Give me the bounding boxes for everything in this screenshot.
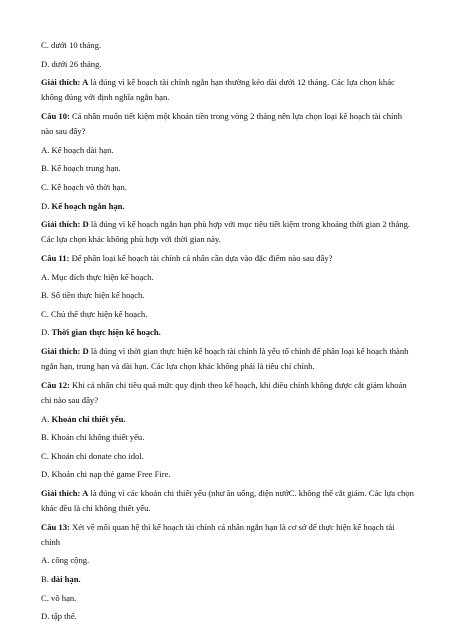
bold-text: Kế hoạch ngắn hạn. — [51, 200, 125, 211]
paragraph — [41, 251, 414, 266]
text: D. — [41, 200, 52, 211]
bold-text: Thời gian thực hiện kế hoạch. — [51, 327, 161, 338]
answer-option — [41, 449, 414, 464]
answer-option — [41, 307, 414, 322]
answer-option — [41, 161, 414, 176]
text: C. Kế hoạch vô thời hạn. — [41, 181, 127, 192]
text: B. Khoản chi không thiết yếu. — [41, 432, 145, 443]
bold-text: Câu 12: — [41, 379, 70, 390]
text: là đúng vì kế hoạch tài chính ngắn hạn thường kéo dài dưới 12 tháng. Các lựa chọn khác không đúng với định nghĩa ngắn hạn. — [41, 77, 395, 103]
answer-option — [41, 467, 414, 482]
text: D. tập thể. — [41, 611, 77, 622]
bold-text: Câu 11: — [41, 252, 70, 263]
answer-option — [41, 180, 414, 195]
answer-option — [41, 609, 414, 624]
text: C. vô hạn. — [41, 592, 77, 603]
text: Khi cá nhân chi tiêu quá mức quy định theo kế hoạch, khi điều chỉnh không được cắt giảm khoản chi nào sau đây? — [41, 379, 407, 405]
text: D. Khoản chi nạp thẻ game Free Fire. — [41, 469, 171, 480]
text: B. — [41, 574, 52, 585]
text: C. Chủ thể thực hiện kế hoạch. — [41, 308, 148, 319]
text: Xét về mối quan hệ thì kế hoạch tài chính cá nhân ngắn hạn là cơ sở để thực hiện kế hoạch tài chính — [41, 521, 395, 547]
bold-text: Câu 13: — [41, 521, 70, 532]
text: A. Mục đích thực hiện kế hoạch. — [41, 271, 154, 282]
text: B. Số tiền thực hiện kế hoạch. — [41, 290, 145, 301]
paragraph — [41, 520, 414, 550]
answer-option — [41, 591, 414, 606]
answer-option — [41, 270, 414, 285]
answer-option — [41, 38, 414, 53]
text: A. — [41, 413, 52, 424]
paragraph — [41, 75, 414, 105]
paragraph — [41, 217, 414, 247]
answer-option — [41, 143, 414, 158]
text: D. dưới 26 tháng. — [41, 58, 102, 69]
answer-option — [41, 325, 414, 340]
paragraph — [41, 109, 414, 139]
bold-text: Giải thích: A — [41, 487, 89, 498]
bold-text: Câu 10: — [41, 110, 70, 121]
text: Để phân loại kế hoạch tài chính cá nhân cần dựa vào đặc điểm nào sau đây? — [69, 252, 333, 263]
paragraph — [41, 486, 414, 516]
answer-option — [41, 412, 414, 427]
bold-text: Giải thích: A — [41, 77, 89, 88]
answer-option — [41, 288, 414, 303]
answer-option — [41, 199, 414, 214]
bold-text: Khoản chi thiết yếu. — [51, 413, 126, 424]
answer-option — [41, 430, 414, 445]
text: là đúng vì các khoản chi thiết yếu (như ăn uống, điện nướC. không thể cắt giảm. Các lựa chọn khác đều là chi không thiết yếu. — [41, 487, 414, 514]
answer-option — [41, 572, 414, 587]
paragraph — [41, 378, 414, 408]
text: là đúng vì thời gian thực hiện kế hoạch tài chính là yếu tố chính để phân loại kế hoạch thành ngắn hạn, trung hạn và dài hạn. Các lựa chọn khác không phải là tiêu chí chính. — [41, 345, 409, 372]
bold-text: Giải thích: D — [41, 219, 89, 230]
document-content — [41, 38, 414, 624]
text: C. Khoản chi donate cho idol. — [41, 450, 144, 461]
answer-option — [41, 57, 414, 72]
paragraph — [41, 344, 414, 374]
text: B. Kế hoạch trung hạn. — [41, 163, 121, 174]
text: là đúng vì kế hoạch ngắn hạn phù hợp với mục tiêu tiết kiệm trong khoảng thời gian 2 tháng. Các lựa chọn khác không phù hợp với thời gian này. — [41, 219, 411, 245]
bold-text: Giải thích: D — [41, 345, 89, 356]
bold-text: dài hạn. — [51, 574, 81, 585]
text: A. công cộng. — [41, 555, 90, 566]
answer-option — [41, 553, 414, 568]
text: C. dưới 10 tháng. — [41, 40, 102, 50]
text: A. Kế hoạch dài hạn. — [41, 144, 114, 155]
text: Cá nhân muốn tiết kiệm một khoản tiền trong vòng 2 tháng nên lựa chọn loại kế hoạch tài chính nào sau đây? — [41, 110, 402, 137]
text: D. — [41, 327, 52, 338]
